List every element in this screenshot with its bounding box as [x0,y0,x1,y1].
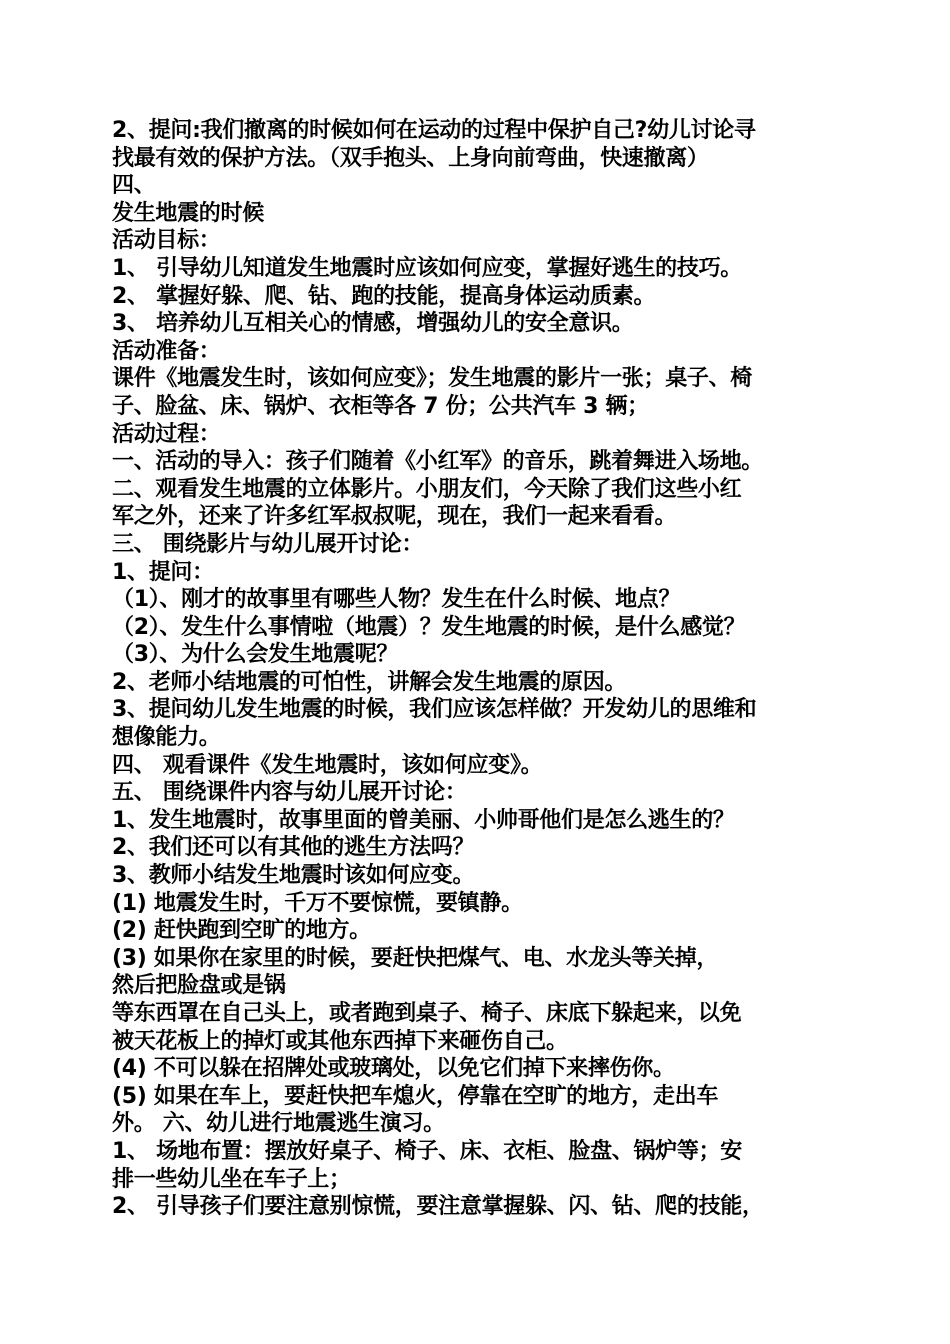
text-line: 2、我们还可以有其他的逃生方法吗？ [112,835,475,861]
text-line: 一、活动的导入：孩子们随着《小红军》的音乐，跳着舞进入场地。 [112,449,764,475]
text-line: 1、提问： [112,559,214,585]
text-line: （1）、刚才的故事里有哪些人物？发生在什么时候、地点？ [112,587,681,613]
text-line: 军之外，还来了许多红军叔叔呢，现在，我们一起来看看。 [112,504,677,530]
text-line: 排一些幼儿坐在车子上； [112,1166,351,1192]
text-line: 3、教师小结发生地震时该如何应变。 [112,863,475,889]
text-line: 发生地震的时候 [112,200,264,226]
text-line: 子、脸盆、床、锅炉、衣柜等各 7 份；公共汽车 3 辆； [112,393,649,419]
text-line: (2) 赶快跑到空旷的地方。 [112,918,371,944]
text-line: 2、老师小结地震的可怕性，讲解会发生地震的原因。 [112,669,627,695]
text-line: 被天花板上的掉灯或其他东西掉下来砸伤自己。 [112,1028,568,1054]
text-line: (5) 如果在车上，要赶快把车熄火，停靠在空旷的地方，走出车 [112,1083,719,1109]
text-line: 1、发生地震时，故事里面的曾美丽、小帅哥他们是怎么逃生的？ [112,807,735,833]
text-line: 等东西罩在自己头上，或者跑到桌子、椅子、床底下躲起来，以免 [112,1001,742,1026]
text-line: (3) 如果你在家里的时候，要赶快把煤气、电、水龙头等关掉， [112,945,719,971]
text-line: 二、观看发生地震的立体影片。小朋友们，今天除了我们这些小红 [112,476,742,502]
text-line: (1) 地震发生时，千万不要惊慌，要镇静。 [112,890,523,916]
text-line: 课件《地震发生时，该如何应变》；发生地震的影片一张；桌子、椅 [112,366,753,392]
text-line: 2、 引导孩子们要注意别惊慌，要注意掌握躲、闪、钻、爬的技能， [112,1194,764,1220]
text-line: 想像能力。 [112,725,221,751]
text-line: 找最有效的保护方法。（双手抱头、上身向前弯曲，快速撤离） [112,145,709,171]
text-line: （3）、为什么会发生地震呢？ [112,642,399,668]
text-line: 1、 引导幼儿知道发生地震时应该如何应变，掌握好逃生的技巧。 [112,255,742,281]
text-line: （2）、发生什么事情啦（地震）？发生地震的时候，是什么感觉？ [112,614,746,640]
text-line: 活动准备： [112,338,221,364]
text-line: 3、提问幼儿发生地震的时候，我们应该怎样做？开发幼儿的思维和 [112,697,757,723]
text-line: 2、 掌握好躲、爬、钻、跑的技能，提高身体运动质素。 [112,283,656,309]
text-line: 1、 场地布置：摆放好桌子、椅子、床、衣柜、脸盘、锅炉等；安 [112,1138,742,1164]
text-line: 活动过程： [112,421,221,447]
text-line: 然后把脸盘或是锅 [112,973,286,999]
text-line: (4) 不可以躲在招牌处或玻璃处，以免它们掉下来摔伤你。 [112,1056,675,1082]
text-line: 四、 [112,173,156,199]
text-line: 三、 围绕影片与幼儿展开讨论： [112,531,424,557]
text-line: 四、 观看课件《发生地震时，该如何应变》。 [112,752,543,778]
text-line: 2、提问:我们撤离的时候如何在运动的过程中保护自己?幼儿讨论寻 [112,118,756,143]
text-line: 活动目标： [112,228,221,254]
text-line: 五、 围绕课件内容与幼儿展开讨论： [112,780,467,806]
document-body [112,117,837,1221]
text-line: 3、 培养幼儿互相关心的情感，增强幼儿的安全意识。 [112,311,634,337]
text-line: 外。 六、幼儿进行地震逃生演习。 [112,1111,445,1137]
